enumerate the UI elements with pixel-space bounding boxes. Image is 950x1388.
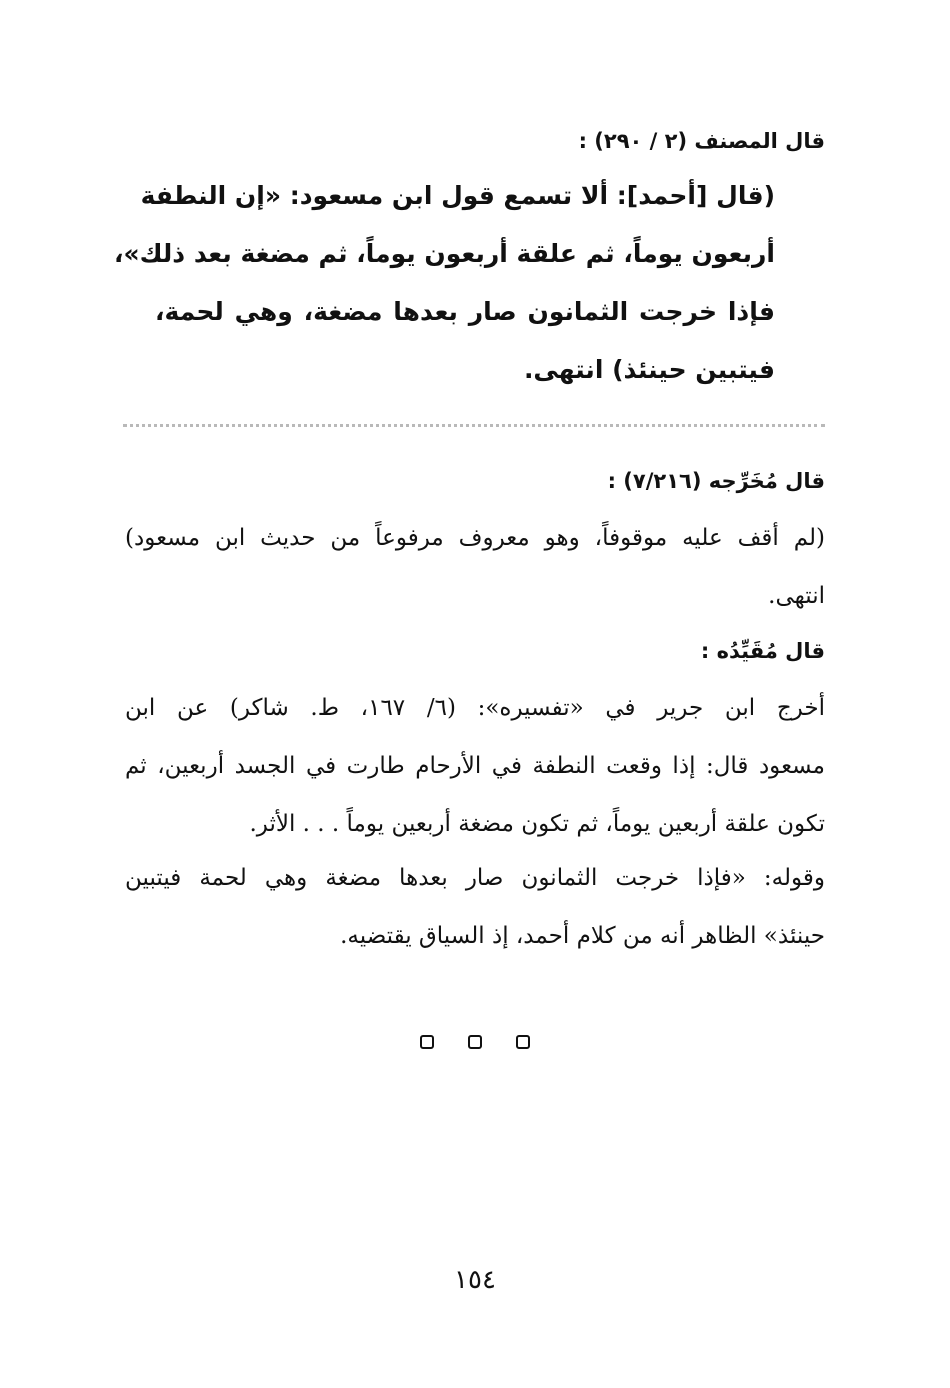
commentary-line-4: وقوله: «فإذا خرجت الثمانون صار بعدها مضغة وهي لحمة فيتبين <box>125 865 825 891</box>
square-ornament-icon <box>420 1035 434 1049</box>
commentary-line-2: مسعود قال: إذا وقعت النطفة في الأرحام طارت في الجسد أربعين، ثم <box>125 753 825 779</box>
section-end-ornament <box>0 1035 950 1049</box>
takhrij-line-1: (لم أقف عليه موقوفاً، وهو معروف مرفوعاً من حديث ابن مسعود) <box>125 525 825 551</box>
quote-line-3: فإذا خرجت الثمانون صار بعدها مضغة، وهي لحمة، <box>155 297 775 326</box>
square-ornament-icon <box>516 1035 530 1049</box>
quote-line-1: (قال [أحمد]: ألا تسمع قول ابن مسعود: «إن النطفة <box>140 181 775 210</box>
commentary-line-3: تكون علقة أربعين يوماً، ثم تكون مضغة أربعين يوماً . . . الأثر. <box>249 811 825 837</box>
section-divider <box>123 424 825 427</box>
section-heading-takhrij: قال مُخَرِّجه (٧/٢١٦) : <box>607 469 825 493</box>
commentary-line-1: أخرج ابن جرير في «تفسيره»: (٦/ ١٦٧، ط. شاكر) عن ابن <box>125 695 825 721</box>
section-heading-muqayyid: قال مُقَيِّدُه : <box>700 639 825 663</box>
commentary-line-5: حينئذ» الظاهر أنه من كلام أحمد، إذ السياق يقتضيه. <box>340 923 825 949</box>
page-number: ١٥٤ <box>454 1265 496 1295</box>
section-heading-author: قال المصنف (٢ / ٢٩٠) : <box>578 129 825 153</box>
square-ornament-icon <box>468 1035 482 1049</box>
quote-line-2: أربعون يوماً، ثم علقة أربعون يوماً، ثم مضغة بعد ذلك»، <box>113 239 775 268</box>
takhrij-line-2: انتهى. <box>768 583 825 609</box>
quote-line-4: فيتبين حينئذ) انتهى. <box>523 355 775 384</box>
